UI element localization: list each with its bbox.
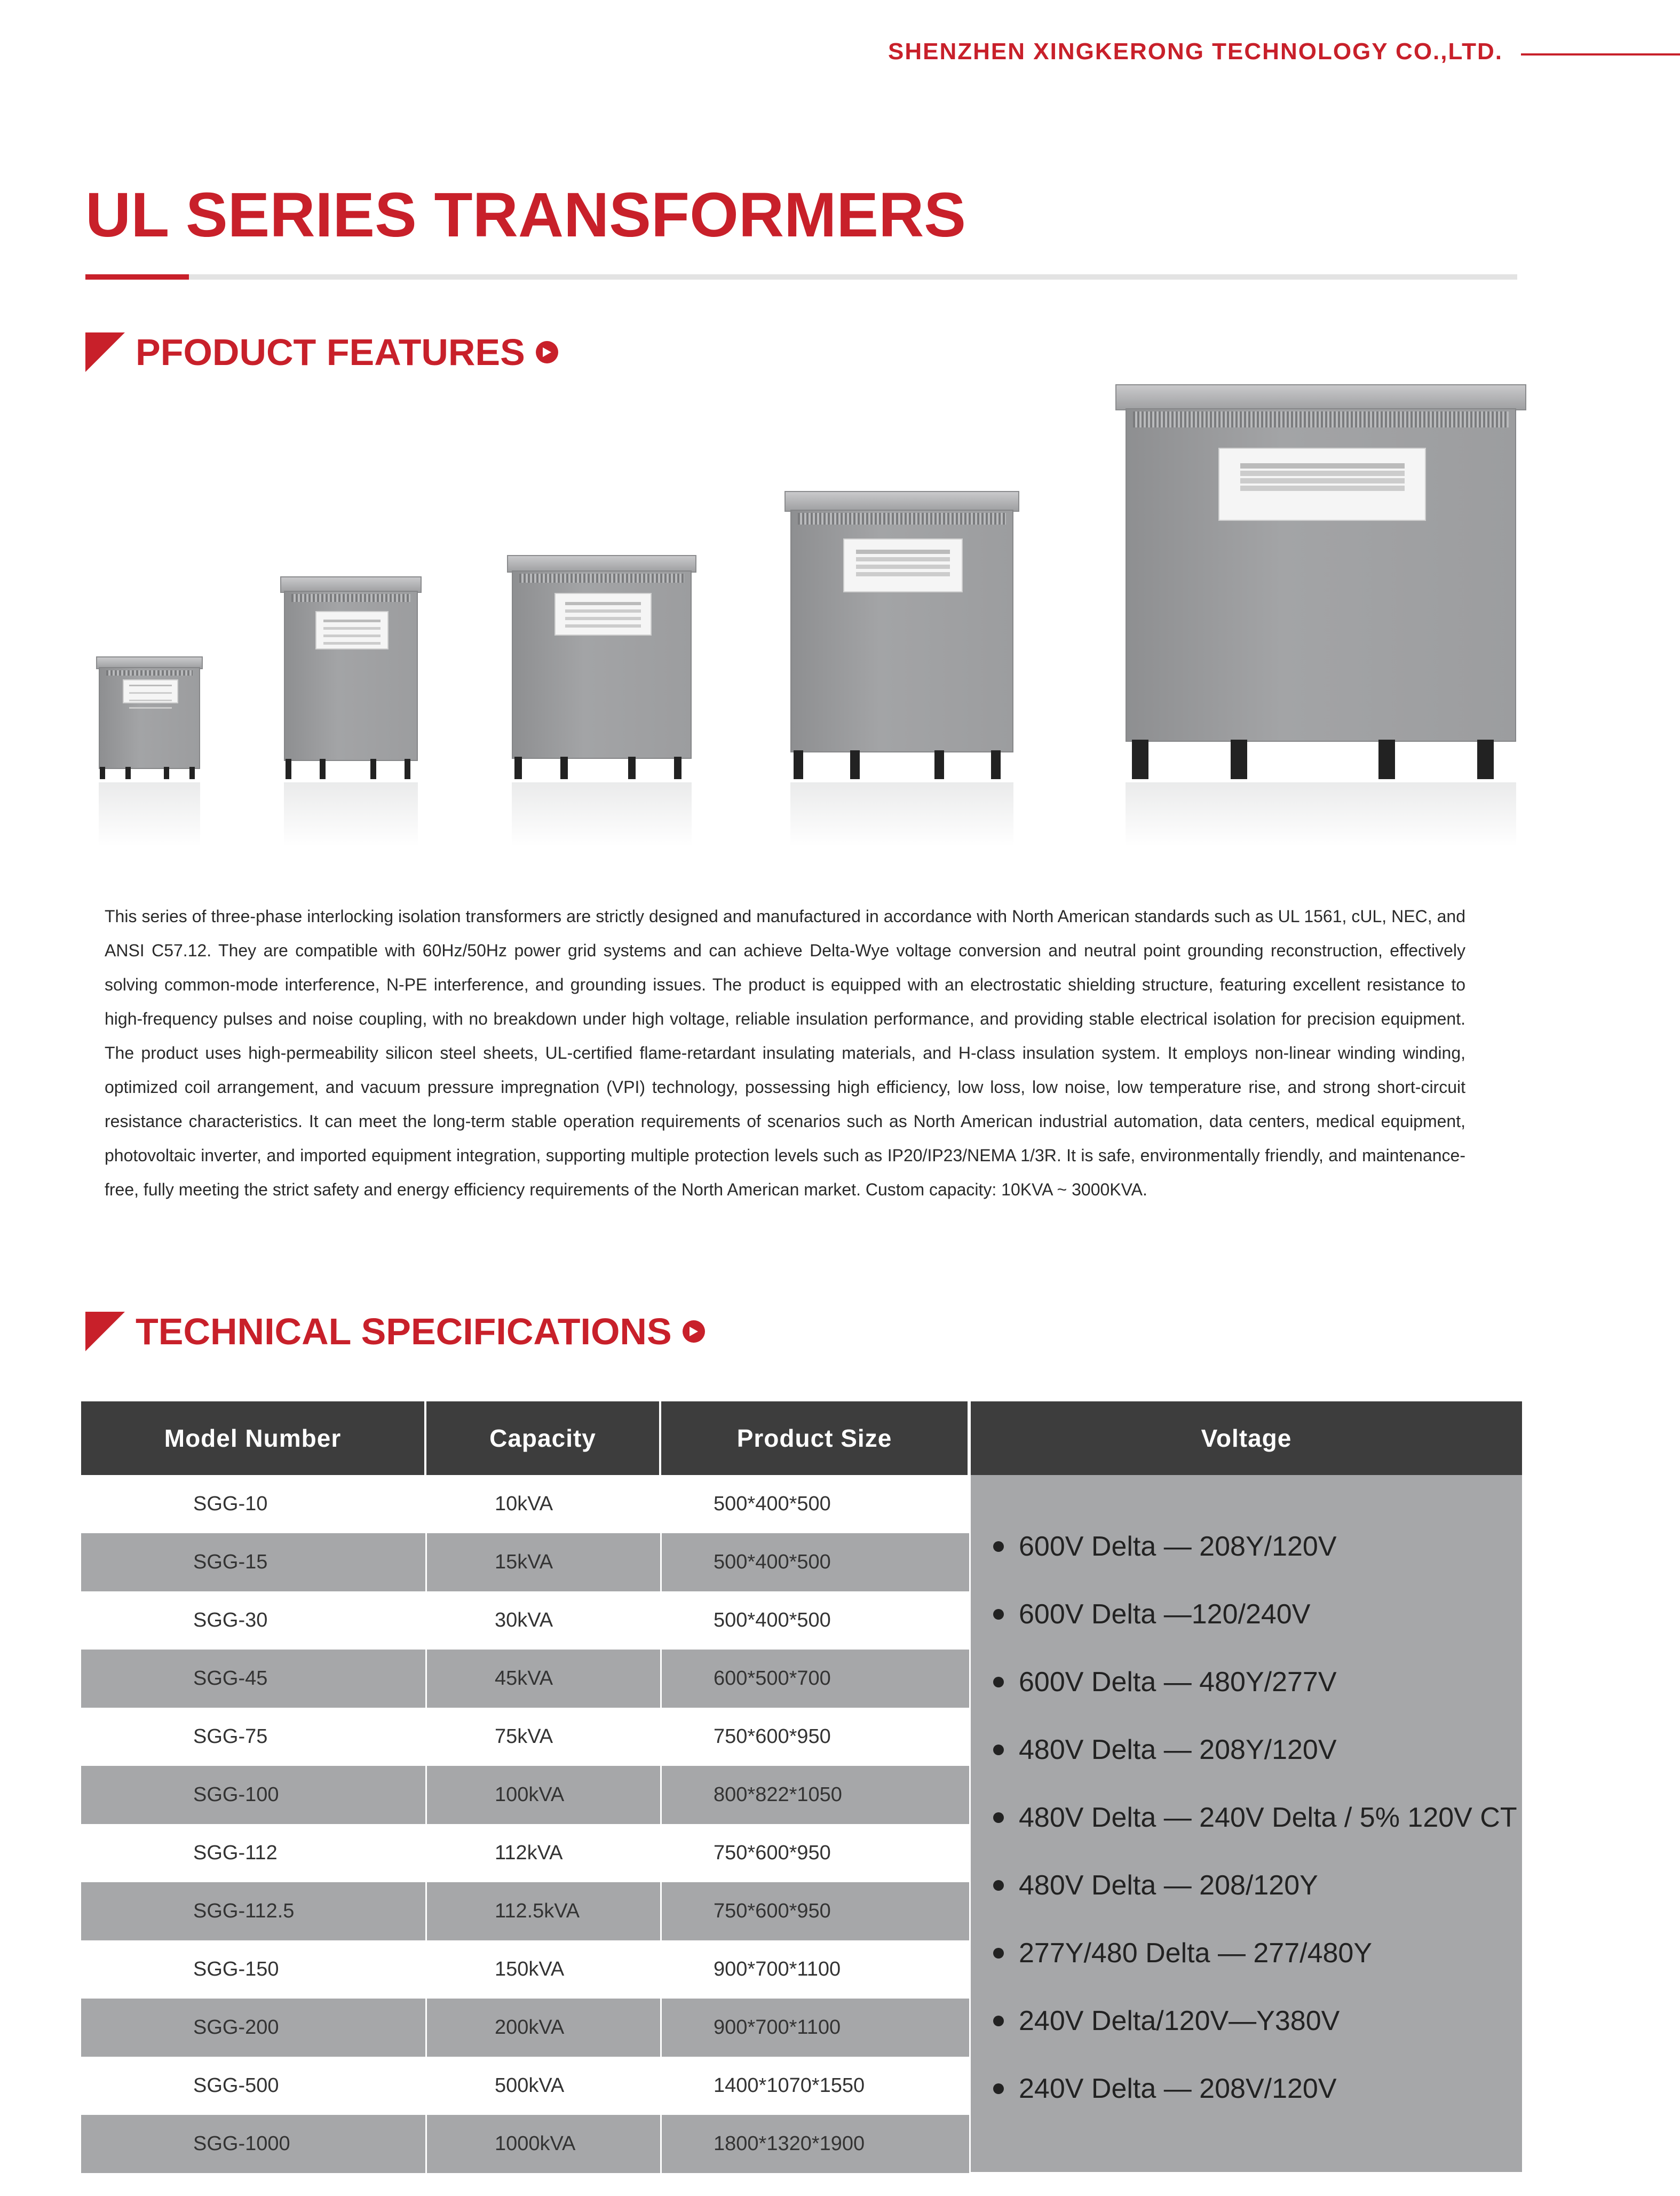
voltage-item [971, 1648, 1522, 1716]
cell-model: SGG-112.5 [193, 1900, 295, 1922]
column-divider [425, 1708, 427, 1766]
voltage-text: 480V Delta — 240V Delta / 5% 120V CT [1019, 1802, 1517, 1833]
voltage-text: 277Y/480 Delta — 277/480Y [1019, 1937, 1373, 1969]
voltage-text: 480V Delta — 208Y/120V [1019, 1734, 1337, 1765]
col-header-size: Product Size [661, 1401, 968, 1475]
floor-reflection [790, 782, 1013, 846]
cell-size: 900*700*1100 [714, 1958, 841, 1980]
table-row [81, 1708, 971, 1766]
voltage-text: 600V Delta — 480Y/277V [1019, 1666, 1337, 1698]
column-divider [660, 1708, 662, 1766]
column-divider [660, 1475, 662, 1533]
voltage-item [971, 2055, 1522, 2122]
voltage-text: 600V Delta — 208Y/120V [1019, 1531, 1337, 1562]
table-row [81, 1533, 971, 1591]
bullet-icon [993, 1745, 1004, 1755]
cell-capacity: 75kVA [495, 1725, 553, 1748]
transformer-leg [934, 750, 944, 779]
table-row [81, 1475, 971, 1533]
col-header-model: Model Number [81, 1401, 424, 1475]
cell-size: 1400*1070*1550 [714, 2074, 865, 2097]
table-row [81, 1591, 971, 1650]
cell-capacity: 500kVA [495, 2074, 565, 2097]
column-divider [660, 1824, 662, 1882]
transformer-vent [798, 513, 1006, 525]
bullet-icon [993, 1677, 1004, 1687]
transformer-vent [291, 594, 410, 602]
voltage-item [971, 1580, 1522, 1648]
transformer-leg [1132, 740, 1148, 779]
voltage-item [971, 1512, 1522, 1580]
spec-table [81, 1401, 1522, 2175]
table-row [81, 2115, 971, 2173]
cell-capacity: 1000kVA [495, 2132, 576, 2155]
cell-size: 900*700*1100 [714, 2016, 841, 2039]
page-title: UL SERIES TRANSFORMERS [85, 180, 966, 250]
cell-size: 1800*1320*1900 [714, 2132, 865, 2155]
nameplate-label [123, 679, 178, 703]
column-divider [425, 2115, 427, 2173]
floor-reflection [99, 782, 200, 846]
cell-model: SGG-10 [193, 1493, 268, 1515]
nameplate-label [315, 611, 389, 649]
cell-capacity: 112.5kVA [495, 1900, 580, 1922]
table-row [81, 1882, 971, 1940]
nameplate-label [843, 538, 963, 592]
cell-model: SGG-15 [193, 1551, 268, 1573]
bullet-icon [993, 1880, 1004, 1891]
transformer-vent [519, 574, 684, 583]
column-divider [425, 1882, 427, 1940]
column-divider [660, 1766, 662, 1824]
cell-size: 750*600*950 [714, 1842, 831, 1864]
column-divider [425, 1940, 427, 1999]
column-divider [425, 1650, 427, 1708]
voltage-item [971, 1987, 1522, 2055]
transformer-leg [189, 767, 195, 779]
features-heading-text: PFODUCT FEATURES [136, 331, 525, 373]
bullet-icon [993, 1609, 1004, 1620]
header-rule [1521, 53, 1680, 56]
transformer-leg [405, 759, 410, 779]
column-divider [660, 1650, 662, 1708]
column-divider [425, 1533, 427, 1591]
transformer-vent [1133, 411, 1509, 427]
transformer-leg [370, 759, 376, 779]
product-images [85, 374, 1526, 854]
transformer-leg [560, 757, 568, 779]
transformer-image [96, 656, 203, 854]
transformer-image [784, 491, 1019, 854]
column-divider [660, 1533, 662, 1591]
corner-triangle-icon [85, 1312, 125, 1351]
voltage-item [971, 1716, 1522, 1783]
bullet-icon [993, 1541, 1004, 1552]
transformer-image [507, 555, 696, 854]
nameplate-label [1218, 448, 1426, 521]
voltage-text: 600V Delta —120/240V [1019, 1598, 1311, 1630]
table-row [81, 1940, 971, 1999]
transformer-image [1115, 384, 1526, 854]
cell-capacity: 150kVA [495, 1958, 565, 1980]
cell-size: 600*500*700 [714, 1667, 831, 1690]
features-heading [85, 331, 558, 374]
transformer-cap [784, 491, 1019, 512]
transformer-leg [286, 759, 291, 779]
transformer-cap [1115, 384, 1526, 410]
cell-size: 500*400*500 [714, 1493, 831, 1515]
voltage-text: 240V Delta — 208V/120V [1019, 2073, 1337, 2104]
transformer-leg [125, 767, 131, 779]
cell-model: SGG-1000 [193, 2132, 290, 2155]
cell-model: SGG-500 [193, 2074, 279, 2097]
transformer-leg [514, 757, 522, 779]
bullet-icon [993, 1812, 1004, 1823]
cell-size: 800*822*1050 [714, 1783, 842, 1806]
arrow-circle-icon [683, 1320, 705, 1343]
col-header-voltage: Voltage [971, 1401, 1522, 1475]
transformer-leg [850, 750, 860, 779]
column-divider [660, 1882, 662, 1940]
transformer-leg [794, 750, 803, 779]
column-divider [425, 1475, 427, 1533]
floor-reflection [512, 782, 692, 846]
arrow-circle-icon [536, 341, 558, 363]
column-divider [660, 1940, 662, 1999]
table-row [81, 1824, 971, 1882]
cell-size: 500*400*500 [714, 1551, 831, 1573]
cell-capacity: 30kVA [495, 1609, 553, 1631]
product-description: This series of three-phase interlocking isolation transformers are strictly designed and manufactured in accordance with North American standards such as UL 1561, cUL, NEC, and ANSI C57.12. They are compatible with 60Hz/50Hz power grid systems and can achieve Delta-Wye voltage conversion and neutral point grounding reconstruction, effectively solving common-mode interference, N-PE interference, and grounding issues. The product is equipped with an electrostatic shielding structure, featuring excellent resistance to high-frequency pulses and noise coupling, with no breakdown under high voltage, reliable insulation performance, and providing stable electrical isolation for precision equipment. The product uses high-permeability silicon steel sheets, UL-certified flame-retardant insulating materials, and H-class insulation system. It employs non-linear winding winding, optimized coil arrangement, and vacuum pressure impregnation (VPI) technology, possessing high efficiency, low loss, low noise, low temperature rise, and strong short-circuit resistance characteristics. It can meet the long-term stable operation requirements of scenarios such as North American industrial automation, data centers, medical equipment, photovoltaic inverter, and imported equipment integration, supporting multiple protection levels such as IP20/IP23/NEMA 1/3R. It is safe, environmentally friendly, and maintenance-free, fully meeting the strict safety and energy efficiency requirements of the North American market. Custom capacity: 10KVA ~ 3000KVA. [105, 907, 1465, 1199]
table-row [81, 1766, 971, 1824]
voltage-panel [971, 1475, 1522, 2172]
cell-capacity: 45kVA [495, 1667, 553, 1690]
table-row [81, 2057, 971, 2115]
voltage-list [971, 1512, 1522, 2122]
title-rule-accent [85, 274, 189, 280]
column-divider [425, 1766, 427, 1824]
cell-model: SGG-30 [193, 1609, 268, 1631]
column-divider [425, 1999, 427, 2057]
cell-capacity: 100kVA [495, 1783, 565, 1806]
bullet-icon [993, 2016, 1004, 2026]
transformer-leg [320, 759, 326, 779]
transformer-image [280, 576, 422, 854]
cell-model: SGG-112 [193, 1842, 278, 1864]
cell-model: SGG-200 [193, 2016, 279, 2039]
cell-capacity: 15kVA [495, 1551, 553, 1573]
transformer-leg [991, 750, 1001, 779]
transformer-leg [164, 767, 169, 779]
transformer-vent [106, 670, 193, 676]
nameplate-label [554, 593, 652, 636]
voltage-text: 480V Delta — 208/120Y [1019, 1869, 1318, 1901]
col-header-capacity: Capacity [426, 1401, 659, 1475]
table-row [81, 1650, 971, 1708]
column-divider [425, 1591, 427, 1650]
column-divider [660, 2057, 662, 2115]
cell-model: SGG-75 [193, 1725, 268, 1748]
company-name: SHENZHEN XINGKERONG TECHNOLOGY CO.,LTD. [888, 38, 1503, 65]
title-rule [85, 274, 1517, 280]
bullet-icon [993, 1948, 1004, 1959]
cell-size: 500*400*500 [714, 1609, 831, 1631]
cell-capacity: 200kVA [495, 2016, 565, 2039]
voltage-text: 240V Delta/120V—Y380V [1019, 2005, 1340, 2036]
column-divider [425, 1824, 427, 1882]
voltage-item [971, 1783, 1522, 1851]
transformer-leg [1378, 740, 1395, 779]
table-row [81, 1999, 971, 2057]
cell-model: SGG-150 [193, 1958, 279, 1980]
cell-capacity: 10kVA [495, 1493, 553, 1515]
specs-heading-text: TECHNICAL SPECIFICATIONS [136, 1311, 672, 1352]
column-divider [660, 1591, 662, 1650]
floor-reflection [284, 782, 418, 846]
cell-capacity: 112kVA [495, 1842, 563, 1864]
voltage-item [971, 1851, 1522, 1919]
transformer-leg [1477, 740, 1494, 779]
cell-size: 750*600*950 [714, 1725, 831, 1748]
corner-triangle-icon [85, 332, 125, 372]
column-divider [660, 2115, 662, 2173]
cell-model: SGG-100 [193, 1783, 279, 1806]
transformer-leg [674, 757, 681, 779]
transformer-leg [100, 767, 105, 779]
specs-heading [85, 1310, 705, 1353]
column-divider [660, 1999, 662, 2057]
floor-reflection [1126, 782, 1516, 846]
transformer-leg [1231, 740, 1247, 779]
transformer-leg [628, 757, 636, 779]
bullet-icon [993, 2083, 1004, 2094]
voltage-item [971, 1919, 1522, 1987]
cell-model: SGG-45 [193, 1667, 268, 1690]
column-divider [425, 2057, 427, 2115]
cell-size: 750*600*950 [714, 1900, 831, 1922]
